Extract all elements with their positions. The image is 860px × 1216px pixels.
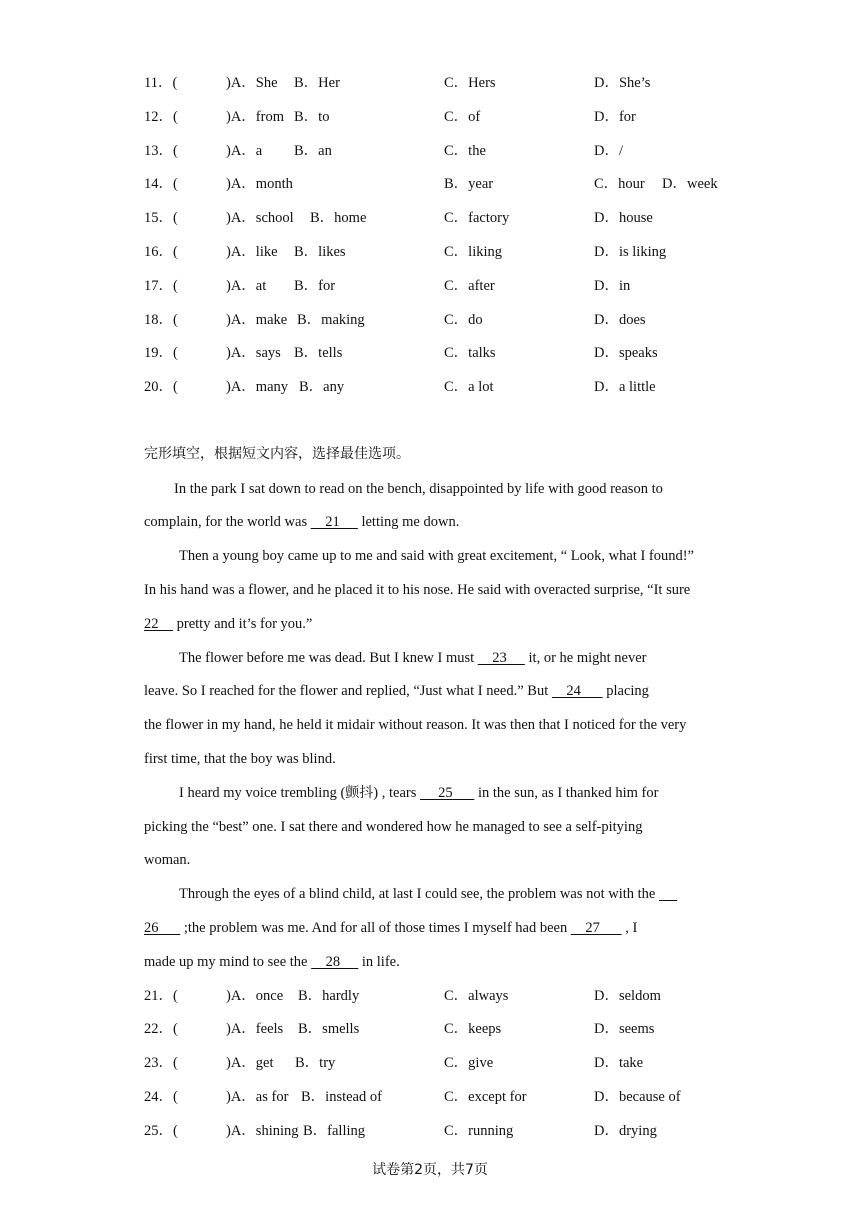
question-number: 25．( <box>144 1123 178 1139</box>
passage-line: picking the “best” one. I sat there and wondered how he managed to see a self-pitying <box>144 819 643 835</box>
page-footer: 试卷第2页，共7页 <box>372 1162 488 1178</box>
question-number: 11．( <box>144 75 178 91</box>
passage-line: The flower before me was dead. But I knew I must 23 it, or he might never <box>179 650 647 666</box>
question-row-13 <box>144 141 764 161</box>
option-b: B．making <box>297 312 365 328</box>
option-a: )A．at <box>226 278 267 294</box>
option-a: )A．many <box>226 379 289 395</box>
option-a: )A．as for <box>226 1089 289 1105</box>
blank-24: 24 <box>551 683 603 699</box>
option-a: )A．make <box>226 312 288 328</box>
option-c: C．hour <box>594 176 645 192</box>
question-row-18 <box>144 310 764 330</box>
option-d: D．for <box>594 109 636 125</box>
option-b: B．any <box>299 379 345 395</box>
passage-line: complain, for the world was 21 letting me down. <box>144 514 460 530</box>
option-c: C．always <box>444 988 509 1004</box>
option-b: B．hardly <box>298 988 360 1004</box>
question-number: 18．( <box>144 312 178 328</box>
option-d: D．take <box>594 1055 644 1071</box>
question-number: 20．( <box>144 379 178 395</box>
passage-line: made up my mind to see the 28 in life. <box>144 954 400 970</box>
blank-25: 25 <box>420 785 475 801</box>
option-b: B．likes <box>294 244 346 260</box>
question-row-16 <box>144 242 764 262</box>
question-row-25 <box>144 1121 764 1141</box>
option-b: B．try <box>295 1055 336 1071</box>
option-a: )A．feels <box>226 1021 284 1037</box>
option-a: )A．school <box>226 210 294 226</box>
option-d: D．drying <box>594 1123 657 1139</box>
question-number: 15．( <box>144 210 178 226</box>
option-c: C．running <box>444 1123 514 1139</box>
question-row-24 <box>144 1087 764 1107</box>
option-a: )A．shining <box>226 1123 299 1139</box>
passage-line: 22 pretty and it’s for you.” <box>144 616 313 632</box>
passage-line: Through the eyes of a blind child, at last I could see, the problem was not with the <box>179 884 759 904</box>
question-row-21 <box>144 986 764 1006</box>
option-d: D．in <box>594 278 631 294</box>
option-c: C．do <box>444 312 483 328</box>
passage-line: leave. So I reached for the flower and replied, “Just what I need.” But 24 placing <box>144 683 649 699</box>
option-c: C．keeps <box>444 1021 502 1037</box>
option-c: C．liking <box>444 244 503 260</box>
option-c: C．talks <box>444 345 496 361</box>
option-c: C．after <box>444 278 495 294</box>
option-c: C．Hers <box>444 75 496 91</box>
option-b: B．falling <box>303 1123 366 1139</box>
option-d: D．seldom <box>594 988 661 1004</box>
option-d: D．a little <box>594 379 656 395</box>
blank-23: 23 <box>477 650 525 666</box>
option-d: D．She’s <box>594 75 651 91</box>
option-d: D．does <box>594 312 646 328</box>
blank-28: 28 <box>311 954 359 970</box>
passage-line: Then a young boy came up to me and said with great excitement, “ Look, what I found!” <box>179 548 694 564</box>
option-c: C．factory <box>444 210 510 226</box>
option-a: )A．like <box>226 244 278 260</box>
question-number: 22．( <box>144 1021 178 1037</box>
option-d: D．because of <box>594 1089 681 1105</box>
option-a: )A．a <box>226 143 263 159</box>
option-a: )A．get <box>226 1055 274 1071</box>
option-b: B．for <box>294 278 336 294</box>
option-c: C．a lot <box>444 379 494 395</box>
option-a: )A．once <box>226 988 284 1004</box>
question-row-23 <box>144 1053 764 1073</box>
option-d: D．/ <box>594 143 623 159</box>
passage-line: woman. <box>144 852 191 868</box>
passage-line: the flower in my hand, he held it midair without reason. It was then that I noticed for the very <box>144 717 687 733</box>
question-row-22 <box>144 1019 764 1039</box>
passage-line: 26 ;the problem was me. And for all of those times I myself had been 27 , I <box>144 920 638 936</box>
question-number: 13．( <box>144 143 178 159</box>
option-a: )A．from <box>226 109 284 125</box>
option-c: C．except for <box>444 1089 527 1105</box>
option-a: )A．says <box>226 345 281 361</box>
option-b: B．Her <box>294 75 340 91</box>
question-number: 24．( <box>144 1089 178 1105</box>
option-b: B．year <box>444 176 494 192</box>
section-title: 完形填空，根据短文内容，选择最佳选项。 <box>144 446 410 462</box>
passage-line: I heard my voice trembling (颤抖) , tears 25 in the sun, as I thanked him for <box>179 785 659 801</box>
option-b: B．home <box>310 210 367 226</box>
option-b: B．instead of <box>301 1089 382 1105</box>
option-d: D．week <box>662 176 718 192</box>
question-number: 14．( <box>144 176 178 192</box>
blank-21: 21 <box>310 514 358 530</box>
option-b: B．tells <box>294 345 343 361</box>
passage-line: In his hand was a flower, and he placed it to his nose. He said with overacted surprise, “It sure <box>144 582 691 598</box>
option-a: )A．She <box>226 75 278 91</box>
option-c: C．give <box>444 1055 494 1071</box>
question-number: 21．( <box>144 988 178 1004</box>
passage-line: In the park I sat down to read on the bench, disappointed by life with good reason to <box>174 481 663 497</box>
question-number: 19．( <box>144 345 178 361</box>
question-row-17 <box>144 276 764 296</box>
option-d: D．speaks <box>594 345 658 361</box>
question-row-11 <box>144 73 764 93</box>
option-d: D．seems <box>594 1021 655 1037</box>
option-c: C．of <box>444 109 481 125</box>
blank-27: 27 <box>570 920 622 936</box>
option-a: )A．month <box>226 176 293 192</box>
question-row-12 <box>144 107 764 127</box>
option-d: D．house <box>594 210 653 226</box>
question-row-19 <box>144 343 764 363</box>
question-row-14 <box>144 174 764 194</box>
question-row-15 <box>144 208 764 228</box>
option-b: B．an <box>294 143 332 159</box>
question-number: 12．( <box>144 109 178 125</box>
option-b: B．to <box>294 109 330 125</box>
passage-line: first time, that the boy was blind. <box>144 751 336 767</box>
question-number: 17．( <box>144 278 178 294</box>
option-d: D．is liking <box>594 244 667 260</box>
blank-26-start <box>659 884 677 904</box>
option-c: C．the <box>444 143 486 159</box>
question-row-20 <box>144 377 764 397</box>
blank-22: 22 <box>144 616 173 632</box>
question-number: 23．( <box>144 1055 178 1071</box>
option-b: B．smells <box>298 1021 360 1037</box>
question-number: 16．( <box>144 244 178 260</box>
blank-26: 26 <box>144 920 181 936</box>
